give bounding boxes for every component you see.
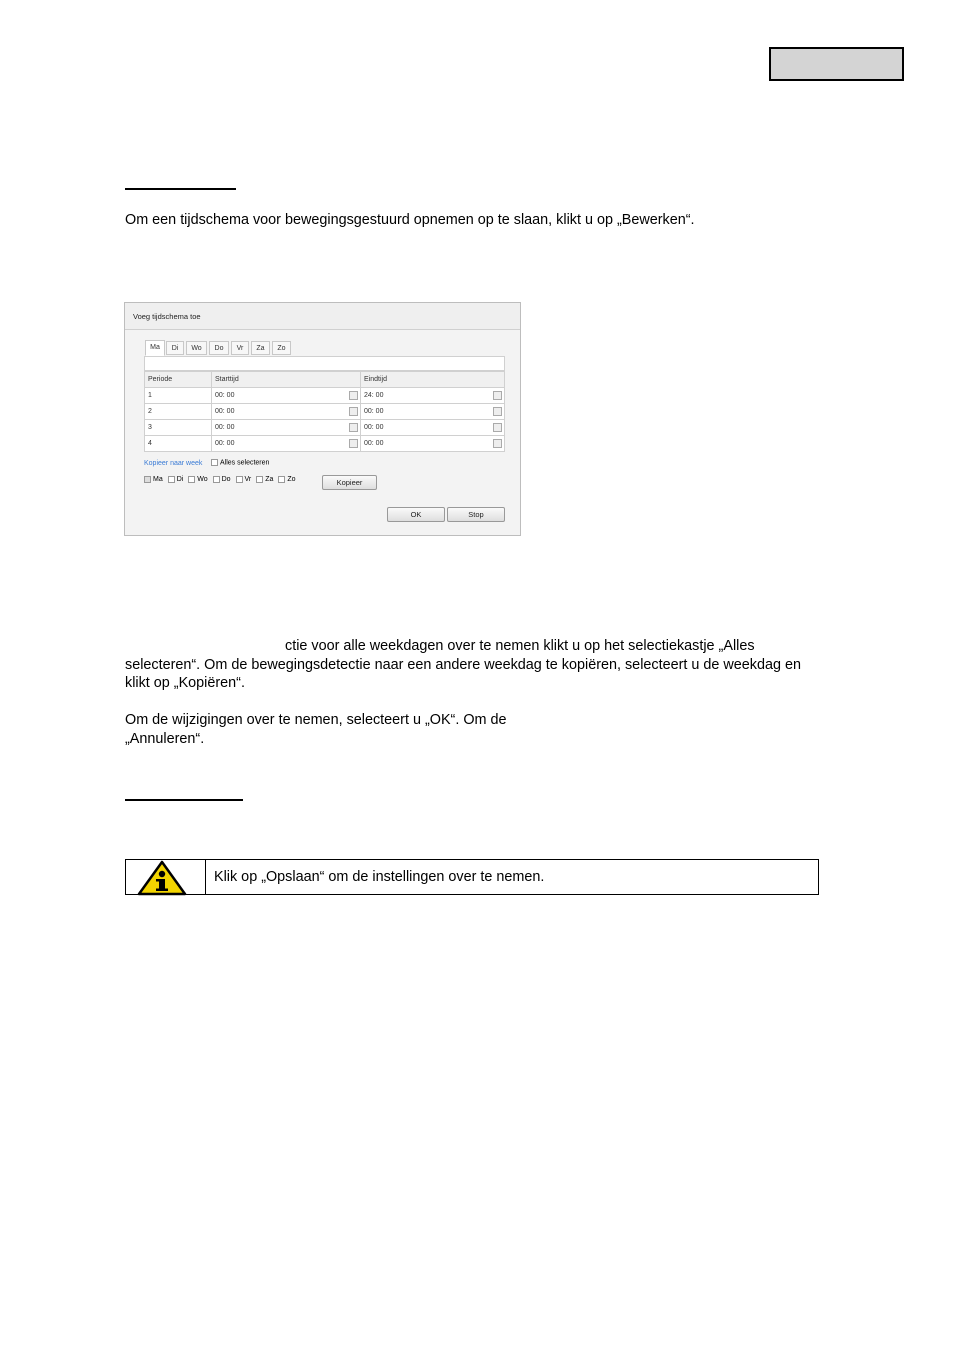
day-label: Di — [176, 476, 184, 484]
select-all-checkbox[interactable] — [211, 459, 218, 466]
tab-zo[interactable] — [272, 341, 291, 355]
end-time-field[interactable] — [361, 388, 505, 404]
page-tag-box — [769, 47, 904, 81]
end-time-field[interactable] — [361, 436, 505, 452]
paragraph-line: ctie voor alle weekdagen over te nemen klikt u op het selectiekastje „Alles — [285, 638, 755, 654]
tab-do[interactable] — [209, 341, 229, 355]
clock-icon[interactable] — [493, 391, 502, 400]
table-row — [145, 404, 505, 420]
paragraph-line: selecteren“. Om de bewegingsdetectie naar een andere weekdag te kopiëren, selecteert u de weekdag en — [125, 656, 801, 673]
end-time-value: 00: 00 — [364, 440, 384, 447]
day-label: Ma — [153, 476, 163, 484]
select-all-option[interactable] — [211, 459, 269, 466]
day-option-ma[interactable] — [144, 476, 163, 483]
clock-icon[interactable] — [493, 439, 502, 448]
start-time-value: 00: 00 — [215, 392, 235, 399]
info-icon-cell — [126, 860, 206, 894]
period-cell: 4 — [145, 436, 212, 452]
tab-label: Za — [256, 345, 265, 352]
ok-button[interactable]: OK — [387, 507, 445, 522]
day-checkbox[interactable] — [236, 476, 243, 483]
table-header-row — [145, 372, 505, 388]
table-row — [145, 436, 505, 452]
section-heading-rule — [125, 799, 243, 801]
info-note-text: Klik op „Opslaan“ om de instellingen over te nemen. — [214, 869, 545, 885]
period-cell: 3 — [145, 420, 212, 436]
day-checkbox[interactable] — [213, 476, 220, 483]
period-cell: 1 — [145, 388, 212, 404]
period-cell: 2 — [145, 404, 212, 420]
select-all-paragraph — [125, 637, 895, 693]
tab-label: Wo — [191, 345, 202, 352]
tab-label: Di — [171, 345, 179, 352]
start-time-field[interactable] — [212, 420, 361, 436]
tab-panel — [144, 356, 505, 371]
start-time-field[interactable] — [212, 404, 361, 420]
tab-label: Zo — [277, 345, 286, 352]
clock-icon[interactable] — [349, 391, 358, 400]
intro-paragraph: Om een tijdschema voor bewegingsgestuurd opnemen op te slaan, klikt u op „Bewerken“. — [125, 212, 695, 228]
clock-icon[interactable] — [349, 407, 358, 416]
start-time-value: 00: 00 — [215, 440, 235, 447]
copy-button[interactable]: Kopieer — [322, 475, 377, 490]
warning-info-icon — [137, 860, 187, 896]
end-time-value: 00: 00 — [364, 424, 384, 431]
day-checkbox[interactable] — [256, 476, 263, 483]
start-time-field[interactable] — [212, 436, 361, 452]
day-option-vr[interactable] — [236, 476, 252, 483]
day-option-zo[interactable] — [278, 476, 295, 483]
day-label: Do — [221, 476, 231, 484]
day-checkbox[interactable] — [278, 476, 285, 483]
day-option-wo[interactable] — [188, 476, 207, 483]
paragraph-line: klikt op „Kopiëren“. — [125, 675, 245, 691]
end-time-value: 00: 00 — [364, 408, 384, 415]
end-time-value: 24: 00 — [364, 392, 384, 399]
day-label: Vr — [244, 476, 252, 484]
end-time-field[interactable] — [361, 404, 505, 420]
section-heading-rule — [125, 188, 236, 190]
info-note-box — [125, 859, 819, 895]
tab-di[interactable] — [166, 341, 184, 355]
tab-label: Ma — [150, 344, 160, 351]
end-time-field[interactable] — [361, 420, 505, 436]
day-option-za[interactable] — [256, 476, 273, 483]
day-label: Zo — [287, 476, 296, 484]
day-label: Za — [265, 476, 274, 484]
start-time-field[interactable] — [212, 388, 361, 404]
dialog-title: Voeg tijdschema toe — [133, 312, 201, 321]
tab-za[interactable] — [251, 341, 270, 355]
day-checkbox[interactable] — [168, 476, 175, 483]
stop-button[interactable]: Stop — [447, 507, 505, 522]
select-all-label: Alles selecteren — [220, 459, 270, 467]
column-header: Periode — [145, 372, 212, 388]
day-checkbox[interactable] — [188, 476, 195, 483]
clock-icon[interactable] — [349, 439, 358, 448]
clock-icon[interactable] — [493, 407, 502, 416]
clock-icon[interactable] — [493, 423, 502, 432]
column-header: Eindtijd — [361, 372, 505, 388]
tab-wo[interactable] — [186, 341, 207, 355]
tab-vr[interactable] — [231, 341, 249, 355]
day-option-do[interactable] — [213, 476, 231, 483]
confirm-paragraph — [125, 711, 507, 748]
table-row — [145, 420, 505, 436]
clock-icon[interactable] — [349, 423, 358, 432]
schedule-table — [144, 371, 505, 452]
paragraph-line: „Annuleren“. — [125, 730, 205, 747]
start-time-value: 00: 00 — [215, 408, 235, 415]
day-option-di[interactable] — [168, 476, 184, 483]
tab-label: Vr — [236, 345, 244, 352]
start-time-value: 00: 00 — [215, 424, 235, 431]
table-row — [145, 388, 505, 404]
tab-ma[interactable] — [145, 340, 165, 356]
dialog-header — [125, 303, 520, 330]
copy-days-row — [144, 476, 296, 483]
tab-label: Do — [214, 345, 224, 352]
paragraph-line: Om de wijzigingen over te nemen, selecteert u „OK“. Om de — [125, 712, 507, 728]
day-label: Wo — [197, 476, 208, 484]
column-header: Starttijd — [212, 372, 361, 388]
day-checkbox[interactable] — [144, 476, 151, 483]
copy-to-week-link[interactable]: Kopieer naar week — [144, 460, 203, 467]
